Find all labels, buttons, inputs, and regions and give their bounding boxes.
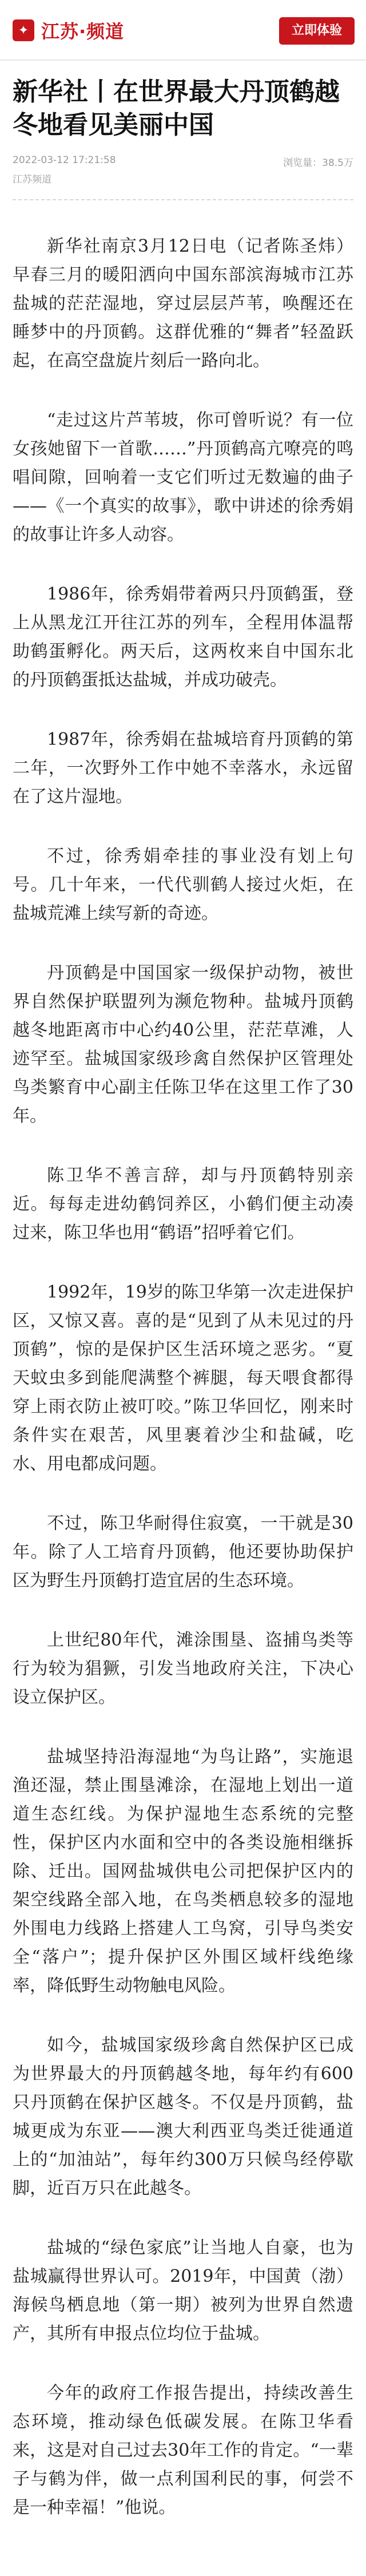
brand[interactable]: [13, 17, 124, 43]
paragraph: 盐城坚持沿海湿地“为鸟让路”，实施退渔还湿，禁止围垦滩涂，在湿地上划出一道道生态红线。为保护湿地生态系统的完整性，保护区内水面和空中的各类设施相继拆除、迁出。国网盐城供电公司把保护区内的架空线路全部入地，在鸟类栖息较多的湿地外围电力线路上搭建人工鸟窝，引导鸟类安全“落户”；提升保护区外围区域杆线绝缘率，降低野生动物触电风险。: [13, 1747, 353, 1996]
brand-name: 江苏·频道: [41, 21, 125, 42]
open-app-button[interactable]: 立即体验: [279, 17, 355, 45]
paragraph: 不过，陈卫华耐得住寂寞，一干就是30年。除了人工培育丹顶鹤，他还要协助保护区为野生丹顶鹤打造宜居的生态环境。: [13, 1513, 353, 1591]
paragraph: 丹顶鹤是中国国家一级保护动物，被世界自然保护联盟列为濒危物种。盐城丹顶鹤越冬地距离市中心约40公里，茫茫草滩，人迹罕至。盐城国家级珍禽自然保护区管理处鸟类繁育中心副主任陈卫华在这里工作了30年。: [13, 963, 353, 1126]
article-source: 江苏频道: [13, 174, 51, 185]
paragraph: 1986年，徐秀娟带着两只丹顶鹤蛋，登上从黑龙江开往江苏的列车，全程用体温帮助鹤蛋孵化。两天后，这两枚来自中国东北的丹顶鹤蛋抵达盐城，并成功破壳。: [13, 584, 353, 690]
paragraph: 不过，徐秀娟牵挂的事业没有划上句号。几十年来，一代代驯鹤人接过火炬，在盐城荒滩上续写新的奇迹。: [13, 846, 353, 924]
xinhua-logo-icon: ✦: [13, 19, 34, 41]
article: [0, 76, 366, 2576]
article-title: 新华社丨在世界最大丹顶鹤越冬地看见美丽中国: [13, 77, 340, 140]
top-bar: [0, 0, 366, 61]
paragraph: 如今，盐城国家级珍禽自然保护区已成为世界最大的丹顶鹤越冬地，每年约有600只丹顶鹤在保护区越冬。不仅是丹顶鹤，盐城更成为东亚——澳大利西亚鸟类迁徙通道上的“加油站”，每年约300万只候鸟经停歇脚，近百万只在此越冬。: [13, 2035, 353, 2198]
publish-date: 2022-03-12 17:21:58: [13, 154, 116, 166]
article-body: [13, 232, 353, 2522]
paragraph: 上世纪80年代，滩涂围垦、盗捕鸟类等行为较为猖獗，引发当地政府关注，下决心设立保护区。: [13, 1630, 353, 1707]
paragraph: 新华社南京3月12日电（记者陈圣炜）早春三月的暖阳洒向中国东部滨海城市江苏盐城的茫茫湿地，穿过层层芦苇，唤醒还在睡梦中的丹顶鹤。这群优雅的“舞者”轻盈跃起，在高空盘旋片刻后一路向北。: [13, 236, 353, 371]
divider: [13, 199, 353, 200]
paragraph: 今年的政府工作报告提出，持续改善生态环境，推动绿色低碳发展。在陈卫华看来，这是对自己过去30年工作的肯定。“一辈子与鹤为伴，做一点利国利民的事，何尝不是一种幸福！”他说。: [13, 2383, 353, 2518]
paragraph: 1987年，徐秀娟在盐城培育丹顶鹤的第二年，一次野外工作中她不幸落水，永远留在了这片湿地。: [13, 730, 353, 807]
paragraph: 盐城的“绿色家底”让当地人自豪，也为盐城赢得世界认可。2019年，中国黄（渤）海候鸟栖息地（第一期）被列为世界自然遗产，其所有申报点位均位于盐城。: [13, 2238, 353, 2344]
article-meta: [13, 154, 353, 169]
paragraph: 1992年，19岁的陈卫华第一次走进保护区，又惊又喜。喜的是“见到了从未见过的丹顶鹤”，惊的是保护区生活环境之恶劣。“夏天蚊虫多到能爬满整个裤腿，每天喂食都得穿上雨衣防止被叮咬。”陈卫华回忆，刚来时条件实在艰苦，风里裹着沙尘和盐碱，吃水、用电都成问题。: [13, 1282, 353, 1474]
view-count: 浏览量：38.5万: [283, 157, 353, 169]
paragraph: “走过这片芦苇坡，你可曾听说？有一位女孩她留下一首歌……”丹顶鹤高亢嘹亮的鸣唱间隙，回响着一支它们听过无数遍的曲子——《一个真实的故事》，歌中讲述的徐秀娟的故事让许多人动容。: [13, 410, 353, 545]
paragraph: 陈卫华不善言辞，却与丹顶鹤特别亲近。每每走进幼鹤饲养区，小鹤们便主动凑过来，陈卫华也用“鹤语”招呼着它们。: [13, 1166, 353, 1243]
